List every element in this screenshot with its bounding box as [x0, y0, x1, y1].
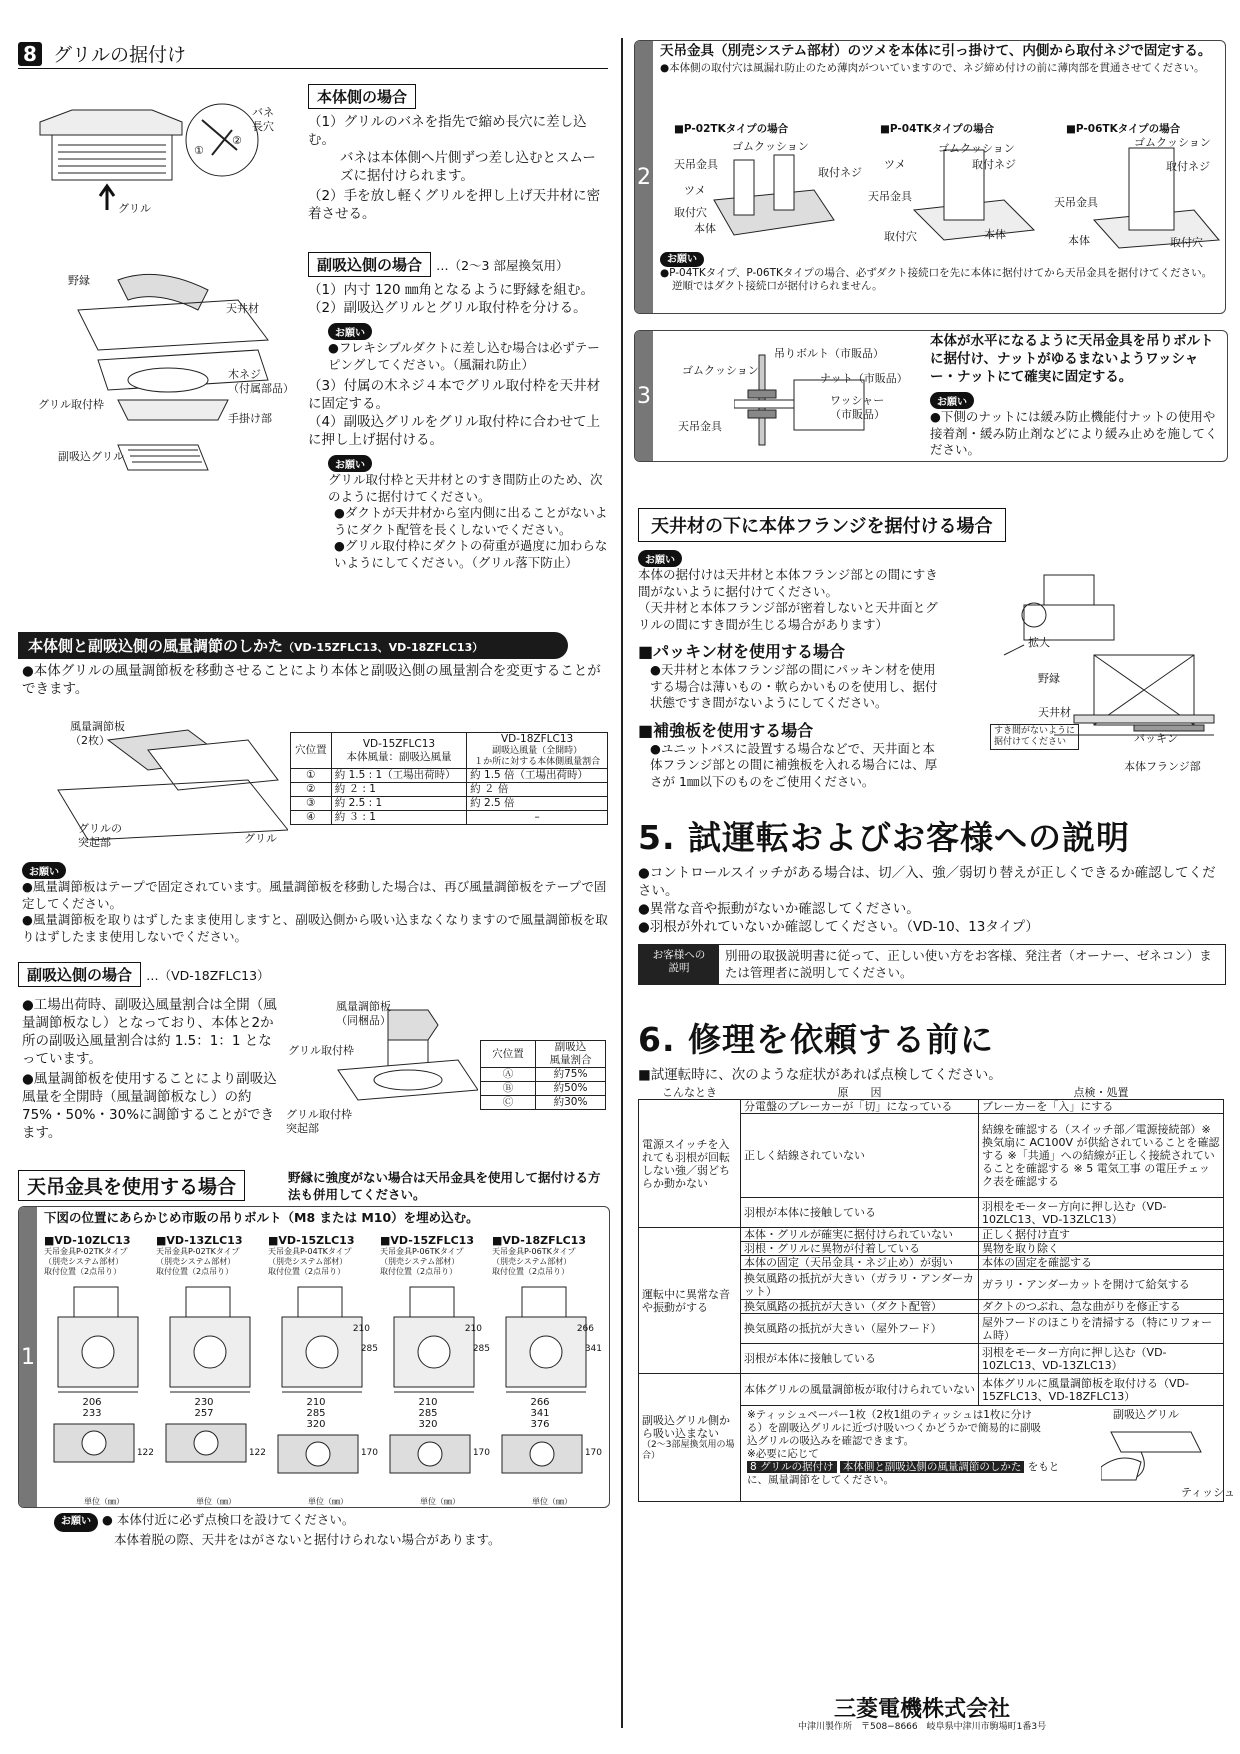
- table-row: 本体の固定（天吊金具・ネジ止め）が弱い 本体の固定を確認する: [639, 1256, 1224, 1270]
- label-hon: 本体: [694, 222, 716, 235]
- th-pos: 穴位置: [291, 733, 332, 769]
- label-kineji: 木ネジ: [228, 368, 261, 381]
- customer-explain-box: [638, 944, 1226, 985]
- onegai-badge: お願い: [660, 252, 704, 267]
- unit-label: 単位（㎜）: [308, 1497, 348, 1506]
- step2-note3: 逆順ではダクト接続口が据付けられません。: [672, 280, 883, 292]
- model-body-svg: [492, 1277, 602, 1397]
- fuku-step3: （3）付属の木ネジ４本でグリル取付枠を天井材に固定する。: [308, 378, 601, 412]
- p02tk-title: ■P-02TKタイプの場合: [674, 123, 789, 135]
- model-body-svg: [380, 1277, 490, 1397]
- model-front-svg: [44, 1419, 154, 1469]
- model-hanger-note: （別売システム部材）: [380, 1257, 460, 1266]
- fuku-bullet1: ●フレキシブルダクトに差し込む場合は必ずテーピングしてください。（風漏れ防止）: [328, 340, 600, 372]
- label-kin3: 天吊金具: [1054, 196, 1098, 209]
- label-plate: 風量調節板: [70, 720, 125, 733]
- label-gom-s3: ゴムクッション: [682, 364, 759, 377]
- label-neji2: 取付ネジ: [972, 158, 1016, 171]
- model-drawing: [492, 1234, 602, 1506]
- model-mount: 取付位置（2点吊り）: [380, 1267, 458, 1276]
- label-totsu2: 突起部: [78, 836, 111, 849]
- sec5-b1: ●コントロールスイッチがある場合は、切／入、強／弱切り替えが正しくできるか確認してください。: [638, 865, 1216, 899]
- tissue-figure: [1101, 1422, 1211, 1482]
- model-hanger: 天吊金具P-02TKタイプ: [156, 1247, 240, 1256]
- grill-spring-figure: [32, 100, 282, 220]
- model-hanger: 天吊金具P-06TKタイプ: [380, 1247, 464, 1256]
- label-note1: すき間がないように: [994, 726, 1076, 736]
- dim-w2: 233: [82, 1408, 102, 1419]
- step3-note: ●下側のナットには緩み防止機能付ナットの使用や接着剤・緩み防止剤などにより緩み止めを施してください。: [930, 409, 1218, 457]
- label-ana: 取付穴: [674, 206, 707, 219]
- unit-label: 単位（㎜）: [420, 1497, 460, 1506]
- flange-note-box: [990, 724, 1079, 750]
- label-ana3: 取付穴: [1170, 236, 1203, 249]
- th-15b: 本体風量：副吸込風量: [346, 750, 452, 763]
- label-neji: 取付ネジ: [818, 166, 862, 179]
- ref-chip2: 本体側と副吸込側の風量調節のしかた: [840, 1461, 1025, 1473]
- fuku-step2: （2）副吸込グリルとグリル取付枠を分ける。: [308, 300, 587, 316]
- fuku2-text: [22, 996, 282, 1142]
- label-hon2: 本体: [984, 228, 1006, 241]
- dim-w1: 230: [194, 1397, 214, 1408]
- airflow-desc: ●本体グリルの風量調節板を移動させることにより本体と副吸込側の風量割合を変更することができます。: [22, 663, 601, 697]
- fuku-step4: （4）副吸込グリルをグリル取付枠に合わせて上に押し上げ据付ける。: [308, 414, 601, 448]
- model-body-svg: [268, 1277, 378, 1397]
- label-fuku2-waku2: グリル取付枠: [286, 1108, 352, 1121]
- tissue-note3: をもとに、風量調節をしてください。: [747, 1461, 1060, 1486]
- label-kin: 天吊金具: [674, 158, 718, 171]
- label-ana2: 取付穴: [884, 230, 917, 243]
- tissue-note2: ※必要に応じて: [747, 1448, 819, 1460]
- model-drawing: [380, 1234, 490, 1506]
- model-hanger: 天吊金具P-04TKタイプ: [268, 1247, 352, 1256]
- airflow-note1: ●風量調節板はテープで固定されています。風量調節板を移動した場合は、再び風量調節板をテープで固定してください。: [22, 879, 607, 911]
- fuku2-bullet1: ●工場出荷時、副吸込風量割合は全開（風量調節板なし）となっており、本体と2か所の副吸込風量割合は約 1.5：1：1 となっています。: [22, 997, 277, 1067]
- section5-title: 5. 試運転およびお客様への説明: [638, 818, 1130, 857]
- tsuri-instruction: 下図の位置にあらかじめ市販の吊りボルト（M8 または M10）を埋め込む。: [44, 1210, 479, 1225]
- label-plate-count: （2枚）: [70, 734, 110, 747]
- dim-h: 122: [248, 1448, 266, 1458]
- section-title: グリルの据付け: [53, 44, 187, 66]
- th-when: こんなとき: [662, 1086, 717, 1099]
- table-row: ④ 約 ３ : 1 –: [291, 811, 608, 825]
- dim-w2: 285: [418, 1408, 438, 1419]
- flange-b1: ●天井材と本体フランジ部の間にパッキン材を使用する場合は薄いもの・軟らかいものを使用し、据付状態ですき間がないようにしてください。: [650, 662, 938, 710]
- label-neji3: 取付ネジ: [1166, 160, 1210, 173]
- p06tk-title: ■P-06TKタイプの場合: [1066, 123, 1181, 135]
- label-nut: ナット（市販品）: [820, 372, 908, 385]
- sec5-b3: ●羽根が外れていないか確認してください。（VD-10、13タイプ）: [638, 919, 1039, 935]
- label-kin2: 天吊金具: [868, 190, 912, 203]
- label-fuku2-plate: 風量調節板: [336, 1000, 391, 1013]
- unit-label: 単位（㎜）: [196, 1497, 236, 1506]
- section6-title: 6. 修理を依頼する前に: [638, 1020, 994, 1059]
- model-body-svg: [156, 1277, 266, 1397]
- model-body-svg: [44, 1277, 154, 1397]
- company-address: 中津川製作所 〒508−8666 岐阜県中津川市駒場町1番3号: [798, 1722, 1047, 1732]
- flange-b2: ●ユニットバスに設置する場合などで、天井面と本体フランジ部との間に補強板を入れる場合には、厚さが 1㎜以下のものをご使用ください。: [650, 740, 938, 789]
- label-fuku2-totsu: 突起部: [286, 1122, 319, 1135]
- dim-h: 170: [472, 1448, 490, 1458]
- model-hanger-note: （別売システム部材）: [156, 1257, 236, 1266]
- label-bolt: 吊りボルト（市販品）: [774, 347, 884, 360]
- table-row: 換気風路の抵抗が大きい（屋外フード） 屋外フードのほこりを清掃する（特にリフォーム時）: [639, 1314, 1224, 1344]
- hanger-figures: [674, 140, 1224, 250]
- step2-notes: [660, 252, 1220, 293]
- airflow-note2: ●風量調節板を取りはずしたまま使用しますと、副吸込側から吸い込まなくなりますので風量調節板を取りはずしたまま使用しないでください。: [22, 912, 608, 944]
- fuku-bullet3: ●グリル取付枠にダクトの荷重が過度に加わらないようにしてください。（グリル落下防止）: [334, 538, 608, 570]
- sec5-b2: ●異常な音や振動がないか確認してください。: [638, 901, 920, 917]
- flange-para1: 本体の据付けは天井材と本体フランジ部との間にすき間がないように据付けてください。: [638, 567, 938, 599]
- label-tsume2: ツメ: [884, 158, 906, 171]
- dim-h: 170: [584, 1448, 602, 1458]
- label-nobuchi-r: 野縁: [1038, 672, 1060, 685]
- label-tekake: 手掛け部: [228, 412, 272, 425]
- fuku-bullet2: ●ダクトが天井材から室内側に出ることがないようにダクト配管を長くしないでください。: [334, 505, 608, 537]
- label-hon3: 本体: [1068, 234, 1090, 247]
- table-row: Ⓒ 約30%: [481, 1096, 606, 1110]
- table-row: Ⓐ 約75%: [481, 1068, 606, 1082]
- dim-w2: 285: [306, 1408, 326, 1419]
- dim-w2: 257: [194, 1408, 214, 1419]
- honntai-step2: （2）手を放し軽くグリルを押し上げ天井材に密着させる。: [308, 188, 601, 222]
- tsuri-note1: ● 本体付近に必ず点検口を設けてください。: [101, 1512, 355, 1527]
- label-flange: 本体フランジ部: [1124, 760, 1201, 773]
- th-18b: 副吸込風量（全開時）: [492, 746, 583, 756]
- table-row: 正しく結線されていない 結線を確認する（スイッチ部／電源接続部）※換気扇に AC100V が供給されていることを確認する ※「共通」への結線が正しく接続されていることを確認する ※ 5 電気工事 の電圧チェック表を確認する: [639, 1114, 1224, 1198]
- th-18: VD-18ZFLC13: [500, 733, 574, 745]
- flange-header: [638, 508, 1006, 542]
- step2-title: 天吊金具（別売システム部材）のツメを本体に引っ掛けて、内側から取付ネジで固定する。: [660, 43, 1212, 59]
- model-name: ■VD-18ZFLC13: [492, 1234, 586, 1247]
- section5-bullets: [638, 864, 1224, 936]
- p04tk-title: ■P-04TKタイプの場合: [880, 123, 995, 135]
- model-name: ■VD-13ZLC13: [156, 1234, 243, 1247]
- step-number: 2: [635, 41, 653, 313]
- dim-d1: 210: [352, 1324, 370, 1334]
- label-nobuchi: 野縁: [68, 274, 90, 287]
- label-kakudai: 拡大: [1028, 636, 1050, 649]
- onegai-badge: お願い: [22, 862, 66, 879]
- model-front-svg: [156, 1419, 266, 1469]
- step-number: 1: [19, 1207, 37, 1507]
- table-row: 換気風路の抵抗が大きい（ガラリ・アンダーカット） ガラリ・アンダーカットを開けて給気する: [639, 1270, 1224, 1300]
- table-row: 羽根が本体に接触している 羽根をモーター方向に押し込む（VD-10ZLC13、VD-13ZLC13）: [639, 1344, 1224, 1374]
- troubleshoot-table: [638, 1086, 1235, 1502]
- model-hanger-note: （別売システム部材）: [268, 1257, 348, 1266]
- dim-w1: 210: [306, 1397, 326, 1408]
- honntai-instructions: [308, 84, 608, 223]
- tsuri-notes: [54, 1512, 604, 1548]
- model-drawing: [156, 1234, 266, 1506]
- label-kin-s3: 天吊金具: [678, 420, 722, 433]
- label-step2: ②: [232, 134, 242, 147]
- table-row: 羽根が本体に接触している 羽根をモーター方向に押し込む（VD-10ZLC13、VD-13ZLC13）: [639, 1198, 1224, 1228]
- unit-label: 単位（㎜）: [532, 1497, 572, 1506]
- dim-d1: 210: [464, 1324, 482, 1334]
- label-fuku2-waku: グリル取付枠: [288, 1044, 354, 1057]
- label-fukugrill: 副吸込グリル: [58, 450, 124, 463]
- model-name: ■VD-15ZLC13: [268, 1234, 355, 1247]
- fuku2-note: …（VD-18ZFLC13）: [146, 968, 270, 983]
- company-name: 三菱電機株式会社: [834, 1697, 1011, 1722]
- label-grill: グリル: [118, 202, 151, 215]
- model-hanger: 天吊金具P-06TKタイプ: [492, 1247, 576, 1256]
- customer-explain-label: お客様への 説明: [639, 945, 719, 984]
- model-mount: 取付位置（2点吊り）: [268, 1267, 346, 1276]
- dim-w3: 320: [306, 1419, 326, 1430]
- model-mount: 取付位置（2点吊り）: [492, 1267, 570, 1276]
- airflow-notes: [22, 860, 608, 945]
- fuku-para: グリル取付枠と天井材とのすき間防止のため、次のように据付けてください。: [328, 472, 603, 504]
- airflow-section-bar: [18, 632, 568, 659]
- section8-header: [18, 40, 608, 69]
- fuku2-header: [18, 962, 608, 987]
- label-bane: バネ: [252, 106, 274, 119]
- unit-label: 単位（㎜）: [84, 1497, 124, 1506]
- label-grill2: グリル: [244, 832, 277, 845]
- onegai-badge: お願い: [638, 550, 682, 567]
- onegai-badge: お願い: [328, 455, 372, 472]
- fuku2-heading: 副吸込側の場合: [18, 962, 141, 987]
- th-15: VD-15ZFLC13: [362, 737, 436, 750]
- airflow-table: [290, 732, 608, 825]
- label-washer2: （市販品）: [830, 408, 885, 421]
- tsuri-note2: 本体着脱の際、天井をはがさないと据付けられない場合があります。: [114, 1531, 501, 1547]
- table-row: ① 約 1.5 : 1（工場出荷時） 約 1.5 倍（工場出荷時）: [291, 769, 608, 783]
- label-fuku2-dou: （同梱品）: [336, 1014, 391, 1027]
- table-row: 羽根・グリルに異物が付着している 異物を取り除く: [639, 1242, 1224, 1256]
- flange-h2: ■補強板を使用する場合: [638, 720, 814, 740]
- column-divider: [621, 38, 623, 1728]
- fuku-instructions: [308, 252, 608, 571]
- step3-text: [930, 332, 1224, 459]
- dim-h: 122: [136, 1448, 154, 1458]
- label-nagaana: 長穴: [252, 120, 274, 133]
- airflow-subtitle: （VD-15ZFLC13、VD-18ZFLC13）: [283, 641, 484, 654]
- airflow-title: 本体側と副吸込側の風量調節のしかた: [28, 637, 284, 655]
- table-row: 電源スイッチを入れても羽根が回転しない強／弱どちらか動かない 分電盤のブレーカーが「切」になっている ブレーカーを「入」にする: [639, 1100, 1224, 1114]
- table-row: 副吸込グリル側から吸い込まない （2〜3部屋換気用の場合） 本体グリルの風量調節板が取付けられていない 本体グリルに風量調節板を取付ける（VD-15ZFLC13、VD-18ZFLC13）: [639, 1374, 1224, 1406]
- step-number: 3: [635, 331, 653, 461]
- honntai-step1-note: バネは本体側へ片側ずつ差し込むとスムーズに据付けられます。: [340, 150, 596, 184]
- step2-note2: ●P-04TKタイプ、P-06TKタイプの場合、必ずダクト接続口を先に本体に据付けてから天吊金具を据付けてください。: [660, 267, 1213, 279]
- onegai-badge: お願い: [54, 1513, 98, 1532]
- dim-w1: 266: [530, 1397, 550, 1408]
- label-step1: ①: [194, 144, 204, 157]
- table-row: ② 約 ２ : 1 約 ２ 倍: [291, 783, 608, 797]
- table-row: 運転中に異常な音や振動がする 本体・グリルが確実に据付けられていない 正しく据付け直す: [639, 1228, 1224, 1242]
- tsuri-note: 野縁に強度がない場合は天吊金具を使用して据付ける方法も併用してください。: [288, 1170, 601, 1202]
- table-row: 換気風路の抵抗が大きい（ダクト配管） ダクトのつぶれ、急な曲がりを修正する: [639, 1300, 1224, 1314]
- model-drawings: [44, 1234, 604, 1504]
- model-drawing: [268, 1234, 378, 1506]
- label-gom3: ゴムクッション: [1134, 136, 1211, 149]
- dim-w2: 341: [530, 1408, 550, 1419]
- customer-explain-text: 別冊の取扱説明書に従って、正しい使い方をお客様、発注者（オーナー、ゼネコン）または管理者に説明してください。: [725, 948, 1212, 980]
- label-tissue: ティッシュ: [1181, 1486, 1235, 1499]
- step2-note: ●本体側の取付穴は風漏れ防止のため薄肉がついていますので、ネジ締め付けの前に薄肉部を貫通させてください。: [660, 62, 1205, 74]
- label-tsume: ツメ: [684, 184, 706, 197]
- dim-d2: 285: [360, 1344, 378, 1354]
- onegai-badge: お願い: [328, 323, 372, 340]
- label-tenjo-r: 天井材: [1038, 706, 1071, 719]
- tissue-note: ※ティッシュペーパー1枚（2枚1組のティッシュは1枚に分ける）を副吸込グリルに近づけ吸いつくかどうかで簡易的に副吸込グリルの吸込みを確認できます。: [747, 1409, 1041, 1447]
- th-cause: 原 因: [837, 1086, 882, 1099]
- flange-h1: ■パッキン材を使用する場合: [638, 642, 845, 661]
- fuku-step1: （1）内寸 120 ㎜角となるように野縁を組む。: [308, 282, 594, 298]
- label-washer: ワッシャー: [830, 394, 885, 407]
- step3-title: 本体が水平になるように天吊金具を吊りボルトに据付け、ナットがゆるまないようワッシャー・ナットにて確実に固定する。: [930, 333, 1214, 385]
- flange-heading: 天井材の下に本体フランジを据付ける場合: [638, 508, 1006, 542]
- label-fuzoku: （付属部品）: [228, 382, 294, 395]
- model-name: ■VD-15ZFLC13: [380, 1234, 474, 1247]
- step2-text: [660, 42, 1220, 75]
- honntai-heading: 本体側の場合: [308, 84, 416, 109]
- label-pack: パッキン: [1134, 732, 1178, 745]
- label-fuku-grill: 副吸込グリル: [1113, 1408, 1179, 1421]
- tsuri-heading: 天吊金具を使用する場合: [18, 1170, 245, 1201]
- label-waku: グリル取付枠: [38, 398, 104, 411]
- section6-lead: ■試運転時に、次のような症状があれば点検してください。: [638, 1067, 1002, 1083]
- label-tenjo: 天井材: [226, 302, 259, 315]
- ref-chip1: 8 グリルの据付け: [747, 1461, 837, 1473]
- model-mount: 取付位置（2点吊り）: [156, 1267, 234, 1276]
- th-18c: １か所に対する本体側風量割合: [474, 757, 601, 767]
- dim-h: 170: [360, 1448, 378, 1458]
- label-gom: ゴムクッション: [732, 140, 809, 153]
- dim-w3: 320: [418, 1419, 438, 1430]
- flange-para2: （天井材と本体フランジ部が密着しないと天井面とグリルの間にすき間が生じる場合があります）: [638, 600, 938, 632]
- onegai-badge: お願い: [930, 392, 974, 409]
- label-totsu: グリルの: [78, 822, 122, 835]
- dim-w3: 376: [530, 1419, 550, 1430]
- dim-d2: 285: [472, 1344, 490, 1354]
- flange-text: [638, 548, 938, 790]
- dim-w1: 210: [418, 1397, 438, 1408]
- model-mount: 取付位置（2点吊り）: [44, 1267, 122, 1276]
- fuku-note: …（2〜3 部屋換気用）: [436, 258, 569, 273]
- section-number: 8: [18, 42, 42, 66]
- fuku-heading: 副吸込側の場合: [308, 252, 431, 277]
- model-name: ■VD-10ZLC13: [44, 1234, 131, 1247]
- model-hanger-note: （別売システム部材）: [44, 1257, 124, 1266]
- dim-d2: 341: [584, 1344, 602, 1354]
- honntai-step1: （1）グリルのバネを指先で縮め長穴に差し込む。: [308, 114, 587, 148]
- label-gom2: ゴムクッション: [938, 142, 1015, 155]
- th-hole: 穴位置: [481, 1041, 536, 1068]
- model-hanger: 天吊金具P-02TKタイプ: [44, 1247, 128, 1256]
- fuku2-table: 穴位置 副吸込 風量割合 Ⓐ 約75% Ⓑ 約50% Ⓒ 約30%: [480, 1040, 606, 1110]
- model-drawing: [44, 1234, 154, 1506]
- label-note2: 据付けてください: [994, 737, 1067, 747]
- table-row: ③ 約 2.5 : 1 約 2.5 倍: [291, 797, 608, 811]
- dim-d1: 266: [576, 1324, 594, 1334]
- dim-w1: 206: [82, 1397, 102, 1408]
- model-hanger-note: （別売システム部材）: [492, 1257, 572, 1266]
- table-row: Ⓑ 約50%: [481, 1082, 606, 1096]
- th-action: 点検・処置: [1073, 1086, 1129, 1099]
- fuku2-bullet2: ●風量調節板を使用することにより副吸込風量を全開時（風量調節板なし）の約75%・50%・30%に調節することができます。: [22, 1071, 277, 1141]
